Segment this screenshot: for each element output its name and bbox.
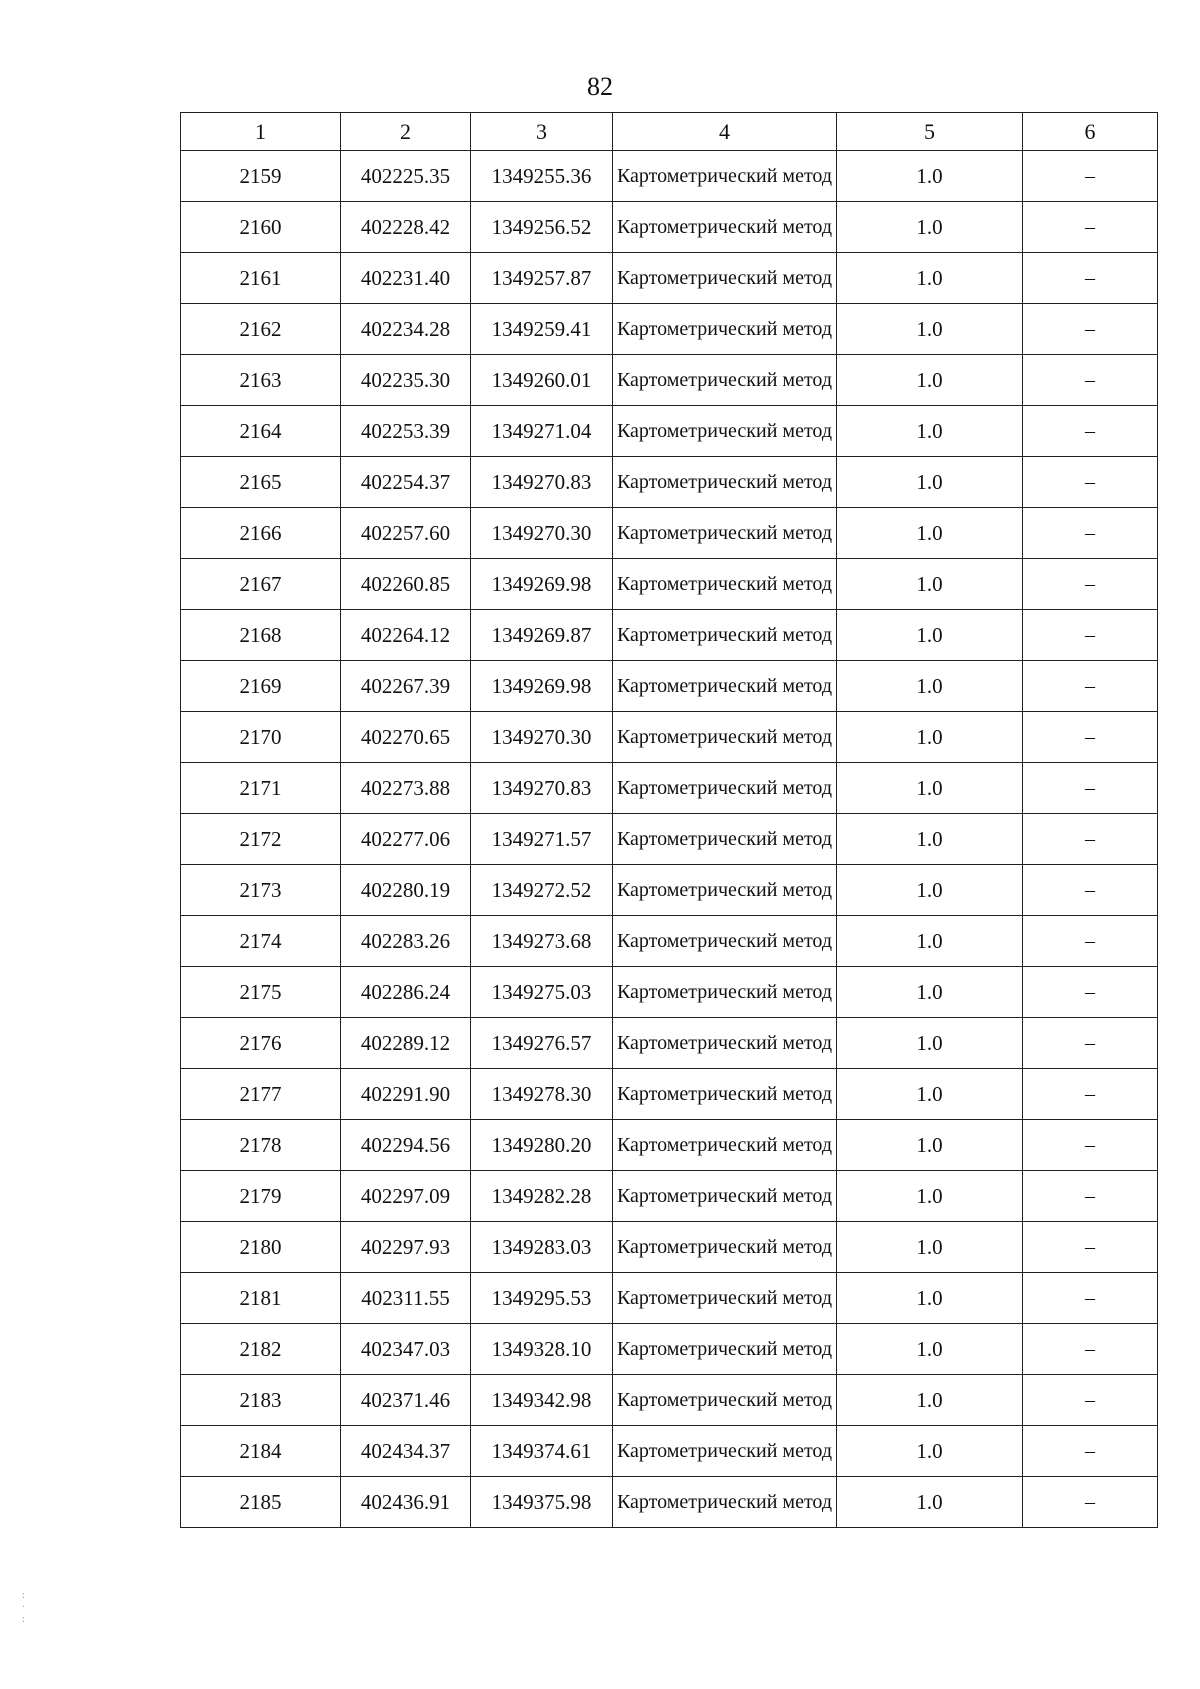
x-coordinate-cell: 402228.42 (341, 202, 471, 253)
y-coordinate-cell: 1349271.04 (471, 406, 613, 457)
note-cell: – (1023, 661, 1158, 712)
x-coordinate-cell: 402347.03 (341, 1324, 471, 1375)
table-row (181, 508, 1158, 559)
note-cell: – (1023, 967, 1158, 1018)
table-row (181, 406, 1158, 457)
accuracy-cell: 1.0 (837, 712, 1023, 763)
accuracy-cell: 1.0 (837, 253, 1023, 304)
point-number-cell: 2168 (181, 610, 341, 661)
point-number-cell: 2185 (181, 1477, 341, 1528)
table-row (181, 1426, 1158, 1477)
point-number-cell: 2170 (181, 712, 341, 763)
point-number-cell: 2167 (181, 559, 341, 610)
y-coordinate-cell: 1349275.03 (471, 967, 613, 1018)
x-coordinate-cell: 402311.55 (341, 1273, 471, 1324)
x-coordinate-cell: 402277.06 (341, 814, 471, 865)
x-coordinate-cell: 402231.40 (341, 253, 471, 304)
table-row (181, 1171, 1158, 1222)
y-coordinate-cell: 1349271.57 (471, 814, 613, 865)
x-coordinate-cell: 402264.12 (341, 610, 471, 661)
method-cell: Картометрический метод (613, 661, 837, 712)
accuracy-cell: 1.0 (837, 1120, 1023, 1171)
y-coordinate-cell: 1349257.87 (471, 253, 613, 304)
point-number-cell: 2159 (181, 151, 341, 202)
method-cell: Картометрический метод (613, 151, 837, 202)
y-coordinate-cell: 1349269.98 (471, 559, 613, 610)
y-coordinate-cell: 1349259.41 (471, 304, 613, 355)
y-coordinate-cell: 1349269.87 (471, 610, 613, 661)
note-cell: – (1023, 916, 1158, 967)
accuracy-cell: 1.0 (837, 355, 1023, 406)
point-number-cell: 2160 (181, 202, 341, 253)
y-coordinate-cell: 1349256.52 (471, 202, 613, 253)
note-cell: – (1023, 304, 1158, 355)
table-row (181, 763, 1158, 814)
x-coordinate-cell: 402270.65 (341, 712, 471, 763)
method-cell: Картометрический метод (613, 202, 837, 253)
table-header (181, 113, 1158, 151)
y-coordinate-cell: 1349255.36 (471, 151, 613, 202)
note-cell: – (1023, 1477, 1158, 1528)
note-cell: – (1023, 202, 1158, 253)
accuracy-cell: 1.0 (837, 559, 1023, 610)
y-coordinate-cell: 1349328.10 (471, 1324, 613, 1375)
y-coordinate-cell: 1349374.61 (471, 1426, 613, 1477)
note-cell: – (1023, 1018, 1158, 1069)
point-number-cell: 2178 (181, 1120, 341, 1171)
point-number-cell: 2173 (181, 865, 341, 916)
accuracy-cell: 1.0 (837, 1222, 1023, 1273)
accuracy-cell: 1.0 (837, 865, 1023, 916)
y-coordinate-cell: 1349282.28 (471, 1171, 613, 1222)
y-coordinate-cell: 1349280.20 (471, 1120, 613, 1171)
accuracy-cell: 1.0 (837, 406, 1023, 457)
point-number-cell: 2180 (181, 1222, 341, 1273)
table-row (181, 967, 1158, 1018)
note-cell: – (1023, 814, 1158, 865)
x-coordinate-cell: 402253.39 (341, 406, 471, 457)
accuracy-cell: 1.0 (837, 508, 1023, 559)
y-coordinate-cell: 1349269.98 (471, 661, 613, 712)
method-cell: Картометрический метод (613, 1222, 837, 1273)
point-number-cell: 2162 (181, 304, 341, 355)
method-cell: Картометрический метод (613, 1375, 837, 1426)
y-coordinate-cell: 1349342.98 (471, 1375, 613, 1426)
method-cell: Картометрический метод (613, 712, 837, 763)
accuracy-cell: 1.0 (837, 661, 1023, 712)
method-cell: Картометрический метод (613, 916, 837, 967)
x-coordinate-cell: 402257.60 (341, 508, 471, 559)
note-cell: – (1023, 712, 1158, 763)
note-cell: – (1023, 1120, 1158, 1171)
method-cell: Картометрический метод (613, 1426, 837, 1477)
note-cell: – (1023, 253, 1158, 304)
x-coordinate-cell: 402286.24 (341, 967, 471, 1018)
method-cell: Картометрический метод (613, 865, 837, 916)
point-number-cell: 2174 (181, 916, 341, 967)
note-cell: – (1023, 559, 1158, 610)
y-coordinate-cell: 1349283.03 (471, 1222, 613, 1273)
accuracy-cell: 1.0 (837, 814, 1023, 865)
header-cell-1: 1 (181, 113, 341, 151)
table-row (181, 151, 1158, 202)
point-number-cell: 2163 (181, 355, 341, 406)
point-number-cell: 2169 (181, 661, 341, 712)
point-number-cell: 2177 (181, 1069, 341, 1120)
y-coordinate-cell: 1349295.53 (471, 1273, 613, 1324)
accuracy-cell: 1.0 (837, 763, 1023, 814)
header-cell-2: 2 (341, 113, 471, 151)
x-coordinate-cell: 402235.30 (341, 355, 471, 406)
y-coordinate-cell: 1349276.57 (471, 1018, 613, 1069)
accuracy-cell: 1.0 (837, 967, 1023, 1018)
page-number: 82 (587, 72, 613, 101)
header-cell-3: 3 (471, 113, 613, 151)
table-row (181, 1477, 1158, 1528)
table-row (181, 202, 1158, 253)
note-cell: – (1023, 1426, 1158, 1477)
y-coordinate-cell: 1349278.30 (471, 1069, 613, 1120)
note-cell: – (1023, 1375, 1158, 1426)
accuracy-cell: 1.0 (837, 1477, 1023, 1528)
note-cell: – (1023, 406, 1158, 457)
method-cell: Картометрический метод (613, 814, 837, 865)
table-body (181, 151, 1158, 1528)
header-row (181, 113, 1158, 151)
accuracy-cell: 1.0 (837, 916, 1023, 967)
header-cell-6: 6 (1023, 113, 1158, 151)
y-coordinate-cell: 1349270.30 (471, 508, 613, 559)
point-number-cell: 2164 (181, 406, 341, 457)
table-row (181, 355, 1158, 406)
note-cell: – (1023, 508, 1158, 559)
note-cell: – (1023, 1069, 1158, 1120)
table-row (181, 457, 1158, 508)
note-cell: – (1023, 457, 1158, 508)
table-row (181, 712, 1158, 763)
table-row (181, 1120, 1158, 1171)
y-coordinate-cell: 1349260.01 (471, 355, 613, 406)
method-cell: Картометрический метод (613, 355, 837, 406)
x-coordinate-cell: 402297.09 (341, 1171, 471, 1222)
accuracy-cell: 1.0 (837, 1273, 1023, 1324)
table-row (181, 559, 1158, 610)
x-coordinate-cell: 402291.90 (341, 1069, 471, 1120)
note-cell: – (1023, 865, 1158, 916)
accuracy-cell: 1.0 (837, 1375, 1023, 1426)
method-cell: Картометрический метод (613, 253, 837, 304)
point-number-cell: 2181 (181, 1273, 341, 1324)
table-row (181, 814, 1158, 865)
accuracy-cell: 1.0 (837, 1018, 1023, 1069)
x-coordinate-cell: 402434.37 (341, 1426, 471, 1477)
method-cell: Картометрический метод (613, 1477, 837, 1528)
method-cell: Картометрический метод (613, 763, 837, 814)
note-cell: – (1023, 763, 1158, 814)
accuracy-cell: 1.0 (837, 1171, 1023, 1222)
table-row (181, 916, 1158, 967)
accuracy-cell: 1.0 (837, 151, 1023, 202)
method-cell: Картометрический метод (613, 1324, 837, 1375)
point-number-cell: 2161 (181, 253, 341, 304)
accuracy-cell: 1.0 (837, 202, 1023, 253)
method-cell: Картометрический метод (613, 304, 837, 355)
x-coordinate-cell: 402371.46 (341, 1375, 471, 1426)
note-cell: – (1023, 355, 1158, 406)
method-cell: Картометрический метод (613, 1018, 837, 1069)
x-coordinate-cell: 402260.85 (341, 559, 471, 610)
x-coordinate-cell: 402280.19 (341, 865, 471, 916)
x-coordinate-cell: 402267.39 (341, 661, 471, 712)
table-row (181, 304, 1158, 355)
y-coordinate-cell: 1349270.83 (471, 763, 613, 814)
table-row (181, 1273, 1158, 1324)
note-cell: – (1023, 1222, 1158, 1273)
y-coordinate-cell: 1349272.52 (471, 865, 613, 916)
table-row (181, 865, 1158, 916)
header-cell-4: 4 (613, 113, 837, 151)
method-cell: Картометрический метод (613, 610, 837, 661)
method-cell: Картометрический метод (613, 1069, 837, 1120)
point-number-cell: 2176 (181, 1018, 341, 1069)
note-cell: – (1023, 1171, 1158, 1222)
point-number-cell: 2172 (181, 814, 341, 865)
x-coordinate-cell: 402234.28 (341, 304, 471, 355)
table-row (181, 1018, 1158, 1069)
accuracy-cell: 1.0 (837, 1324, 1023, 1375)
method-cell: Картометрический метод (613, 1273, 837, 1324)
table-row (181, 610, 1158, 661)
note-cell: – (1023, 1324, 1158, 1375)
accuracy-cell: 1.0 (837, 304, 1023, 355)
table-row (181, 661, 1158, 712)
y-coordinate-cell: 1349270.83 (471, 457, 613, 508)
accuracy-cell: 1.0 (837, 610, 1023, 661)
x-coordinate-cell: 402436.91 (341, 1477, 471, 1528)
table-row (181, 1375, 1158, 1426)
header-cell-5: 5 (837, 113, 1023, 151)
method-cell: Картометрический метод (613, 508, 837, 559)
method-cell: Картометрический метод (613, 967, 837, 1018)
point-number-cell: 2165 (181, 457, 341, 508)
x-coordinate-cell: 402225.35 (341, 151, 471, 202)
method-cell: Картометрический метод (613, 559, 837, 610)
y-coordinate-cell: 1349270.30 (471, 712, 613, 763)
x-coordinate-cell: 402283.26 (341, 916, 471, 967)
table-row (181, 1069, 1158, 1120)
note-cell: – (1023, 610, 1158, 661)
method-cell: Картометрический метод (613, 406, 837, 457)
scan-margin-specks: : · : (22, 1590, 28, 1625)
x-coordinate-cell: 402294.56 (341, 1120, 471, 1171)
y-coordinate-cell: 1349375.98 (471, 1477, 613, 1528)
x-coordinate-cell: 402297.93 (341, 1222, 471, 1273)
y-coordinate-cell: 1349273.68 (471, 916, 613, 967)
x-coordinate-cell: 402254.37 (341, 457, 471, 508)
method-cell: Картометрический метод (613, 457, 837, 508)
note-cell: – (1023, 1273, 1158, 1324)
point-number-cell: 2179 (181, 1171, 341, 1222)
accuracy-cell: 1.0 (837, 457, 1023, 508)
point-number-cell: 2183 (181, 1375, 341, 1426)
table-row (181, 1222, 1158, 1273)
method-cell: Картометрический метод (613, 1120, 837, 1171)
accuracy-cell: 1.0 (837, 1426, 1023, 1477)
point-number-cell: 2175 (181, 967, 341, 1018)
table-row (181, 1324, 1158, 1375)
x-coordinate-cell: 402273.88 (341, 763, 471, 814)
coordinates-table (180, 112, 1158, 1528)
x-coordinate-cell: 402289.12 (341, 1018, 471, 1069)
point-number-cell: 2182 (181, 1324, 341, 1375)
method-cell: Картометрический метод (613, 1171, 837, 1222)
point-number-cell: 2184 (181, 1426, 341, 1477)
table-row (181, 253, 1158, 304)
point-number-cell: 2171 (181, 763, 341, 814)
point-number-cell: 2166 (181, 508, 341, 559)
note-cell: – (1023, 151, 1158, 202)
accuracy-cell: 1.0 (837, 1069, 1023, 1120)
